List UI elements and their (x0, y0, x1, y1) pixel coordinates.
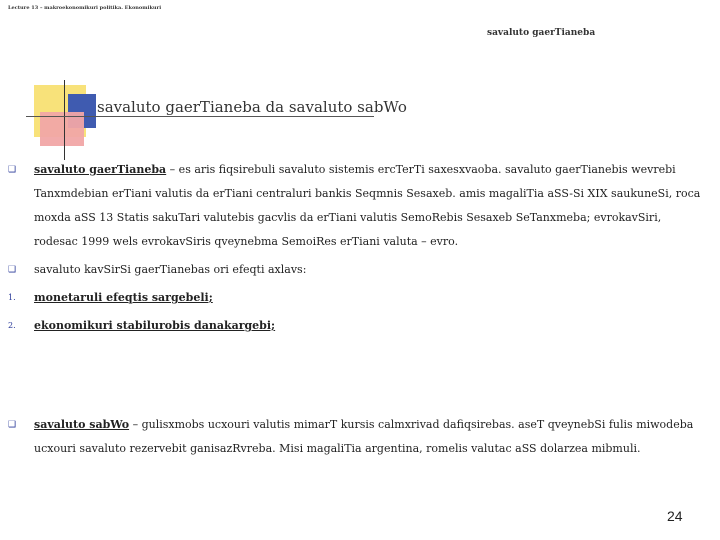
bullet-icon: ❑ (8, 265, 17, 275)
list-number: 2. (8, 321, 16, 330)
header-right-text: savaluto gaerTianeba (487, 28, 596, 38)
list-item-text: ekonomikuri stabilurobis danakargebi; (34, 319, 276, 332)
bullet-icon: ❑ (8, 165, 17, 175)
list-item (8, 314, 706, 338)
paragraph-text: – gulisxmobs ucxouri valutis mimarT kursis calmxrivad dafiqsirebas. aseT qveynebSi fulis miwodeba ucxouri savaluto rezervebit ganisazRvreba. Misi magaliTia argentina, romelis valutac aSS dolarzea mibmuli. (34, 418, 694, 455)
bullet-icon: ❑ (8, 420, 17, 430)
slide-title: savaluto gaerTianeba da savaluto sabWo (97, 98, 407, 116)
header-left-text: Lecture 13 – makroekonomikuri politika. Ekonomikuri (8, 5, 162, 11)
decorative-horizontal-line (26, 116, 374, 117)
list-number: 1. (8, 293, 16, 302)
paragraph-currency-board (8, 413, 706, 461)
page-number: 24 (667, 508, 683, 524)
paragraph-currency-union (8, 158, 706, 254)
paragraph-text: savaluto kavSirSi gaerTianebas ori efeqti axlavs: (34, 263, 307, 276)
decorative-vertical-line (64, 80, 65, 160)
list-item-text: monetaruli efeqtis sargebeli; (34, 291, 213, 304)
decorative-red-square (40, 112, 84, 146)
paragraph-text: – es aris fiqsirebuli savaluto sistemis ercTerTi saxesxvaoba. savaluto gaerTianebis wevrebi Tanxmdebian erTiani valutis da erTiani centraluri bankis Seqmnis Sesaxeb. amis magaliTia aSS-Si XIX saukuneSi, roca moxda aSS 13 Statis sakuTari valutebis gacvlis da erTiani valutis SemoRebis Sesaxeb SeTanxmeba; evrokavSiri, rodesac 1999 wels evrokavSiris qveynebma SemoiRes erTiani valuta – evro. (34, 163, 701, 248)
term-currency-board: savaluto sabWo (34, 418, 130, 431)
term-currency-union: savaluto gaerTianeba (34, 163, 167, 176)
list-item (8, 286, 706, 310)
paragraph-effects (8, 258, 706, 282)
